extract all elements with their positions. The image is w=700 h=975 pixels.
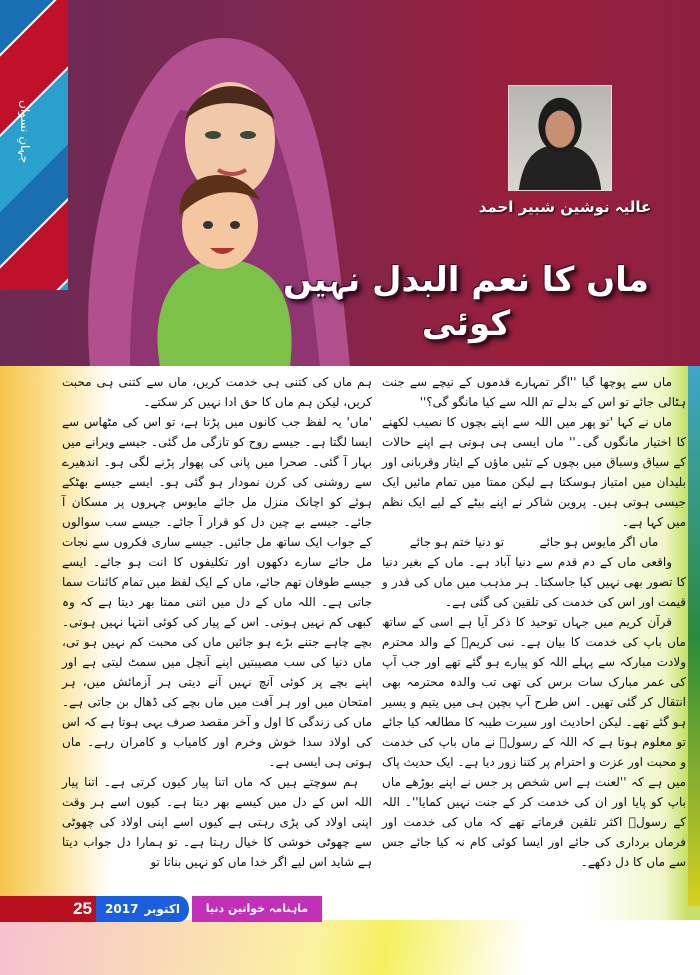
text-line: ماں بچے کی ڈھال بن جاتی ہے۔ ماں کی زندگی کا اول و آخر مقصد صرف xyxy=(62,695,372,729)
text-line: ہم ماں کی کتنی ہی خدمت کریں، ماں سے کتنی ہی محبت کریں، لیکن xyxy=(62,375,372,409)
paragraph xyxy=(62,412,372,772)
text-line: ہے۔ تو ہمارا دل جواب دیتا ہے شاید اس لیے اگر خدا ماں کو نہیں بناتا تو xyxy=(62,835,372,869)
text-line: لگتا ہے۔ جیسے روح کو تازگی مل گئی۔ جیسے ویرانے میں بہار آ گئی۔ صحرا xyxy=(62,435,372,469)
text-line: جائے تو اس کے بدلے تم اللہ سے کیا مانگو گی؟'' xyxy=(419,395,655,409)
paragraph xyxy=(382,372,686,412)
text-line: کی خدمت کا بیان ہے۔ نبی کریمؐ کے والد محترم ولادت مبارکہ سے پہلے xyxy=(382,635,686,669)
text-line: جواب ایک ساتھ مل جائیں۔ جیسے ساری فکروں سے نجات مل جائے xyxy=(62,535,372,569)
article-title: ماں کا نعم البدل نہیں کوئی xyxy=(283,260,649,344)
issue-year: 2017 xyxy=(105,902,139,916)
text-line: ماں نے کہا 'تو پھر میں اللہ سے اپنے بچوں کا نصیب لکھنے کا اختیار xyxy=(382,415,686,449)
text-line: ماں سے پوچھا گیا ''اگر تمہارے قدموں کے نیچے سے جنت ہٹالی xyxy=(382,375,686,409)
text-line: کمایا''۔ اللہ کے رسولؐ اکثر تلقین فرماتے تھے کہ ماں کی خدمت اور فرماں xyxy=(382,795,686,849)
text-line: ہوتا ہے کہ اللہ کے رسولؐ نے ماں باپ کی خدمت و محبت اور عزت و احترام xyxy=(382,735,686,769)
text-line: برداری کی جائے اور ایسا کوئی کام نہ کیا جائے جس سے ماں کا دل دکھے۔ xyxy=(382,835,686,869)
text-line: جس نے اپنے بوڑھے ماں باپ کو پایا اور ان کی خدمت کر کے جنت نہیں xyxy=(382,775,686,809)
article-column-left xyxy=(62,372,372,872)
text-line: رہے۔ ماں ہوتی ہی ایسی ہے۔ xyxy=(62,735,372,769)
poem-verse xyxy=(382,532,686,552)
paragraph xyxy=(382,412,686,532)
text-line: ہم ماں کا حق ادا نہیں کر سکتے۔ xyxy=(143,395,313,409)
author-photo xyxy=(508,85,612,191)
text-line: تی، ماں دنیا کی سب مصیبتیں اپنے آنچل میں سمٹ لیتی ہے اور اپنے بچے xyxy=(62,635,372,689)
section-label: جہانِ نسواں xyxy=(18,100,32,164)
verse-line: تو دنیا ختم ہو جائے xyxy=(409,535,505,549)
child-eye xyxy=(203,221,213,229)
paragraph xyxy=(62,372,372,412)
text-line: کی تلقین کی گئی ہے۔ xyxy=(445,595,559,609)
bottom-background xyxy=(0,920,700,975)
text-line: ہم سوچتے ہیں کہ ماں اتنا پیار کیوں کرتی ہے۔ اتنا پیار اللہ اس xyxy=(62,775,373,809)
text-line: جائے، ماں کے ایک لفظ میں تمام کائنات سما جاتی ہے۔ اللہ ماں کے دل xyxy=(62,575,372,609)
text-line: مسکان آ جائے۔ جیسے بے چین دل کو قرار آ جائے۔ جیسے سب سوالوں کے xyxy=(62,495,372,549)
verse-line: ماں اگر مایوس ہو جائے xyxy=(539,535,659,549)
text-line: ہو۔ ایسے جیسے بھٹکے ہوئے کو اچانک منزل مل جائے مایوس چہروں پر xyxy=(62,475,372,509)
text-line: یہی ہوتا ہے کہ اس کی اولاد سدا خوش وخرم اور کامیاب و کامران xyxy=(62,715,372,749)
text-line: میں اتنی ممتا بھر دیتا ہے کہ وہ کبھی کم نہیں ہوتی۔ اس کے پیار کی کوئی انتہا xyxy=(62,595,373,629)
text-line: واقعی ماں کے دم قدم سے دنیا آباد ہے۔ ماں کے بغیر دنیا کا تصور xyxy=(382,555,686,589)
text-line: مانگوں گی۔'' ماں ایسی ہی ہوتی ہے اپنے حالات کے سیاق وسباق میں xyxy=(382,435,686,469)
article-column-right xyxy=(382,372,686,872)
text-line: نہیں ہوتی۔ بچے چاہے جتنے بڑے ہو جائیں ماں کی محبت کم نہیں ہو xyxy=(62,615,372,649)
text-line: میں پانی کی پھوار پڑنے لگی ہو۔ اندھیرے سے روشنی کی کرن نمودار ہو گئی xyxy=(62,455,372,489)
text-line: و یسیر ہو گئے تھے۔ لیکن احادیث اور سیرت طیبہ کا مطالعہ کیا جائے تو معلوم xyxy=(382,695,687,749)
paragraph xyxy=(62,772,372,872)
page-footer xyxy=(0,896,322,922)
text-line: رہتی ہے کیوں اسے اپنی اولاد کی چھوٹی سے چھوٹی خوشی کا خیال رہتا xyxy=(62,815,372,849)
mother-eye xyxy=(205,131,221,139)
magazine-name: ماہنامہ خواتین دنیا xyxy=(192,896,322,922)
text-line: سارے دکھوں اور تکلیفوں کا انت ہو جائے۔ ایسے جیسے طوفان تھم xyxy=(62,555,372,589)
paragraph xyxy=(382,552,686,612)
text-line: ممتا میں تمام مائیں ایک جیسی ہوتی ہیں۔ پروین شاکر نے اپنے بیٹے کے xyxy=(382,475,686,509)
decorative-edge xyxy=(688,366,700,906)
text-line: تب والدہ محترمہ بھی انتقال کر گئی تھیں۔ اس طرح آپ بچپن ہی میں یتیم xyxy=(382,675,686,709)
issue-date xyxy=(96,896,192,922)
section-strip xyxy=(0,0,68,290)
text-line: کے دل میں کیسے بھر دیتا ہے۔ کیوں اسے ہر وقت اپنی اولاد کی پڑی xyxy=(62,795,372,829)
text-line: 'ماں' یہ لفظ جب کانوں میں پڑتا ہے، تو اس کی مٹھاس سے ایسا xyxy=(62,415,372,449)
paragraph xyxy=(382,612,686,872)
page-number: 25 xyxy=(0,896,96,922)
text-line: لیے ایک نظم میں کہا ہے۔ xyxy=(382,495,686,529)
child-eye xyxy=(230,221,240,229)
text-line: پر کتنا زور دیا ہے۔ ایک حدیث پاک میں ہے کہ ''لعنت ہے اس شخص پر xyxy=(382,755,686,789)
text-line: بچوں کے تئیں ماؤں کے ایثار وقربانی اور بلیدان میں امتیاز ہوسکتا ہے لیکن xyxy=(382,455,686,489)
mother-eye xyxy=(240,131,256,139)
text-line: بھی نہیں کیا جاسکتا۔ ہر مذہب میں ماں کی قدر و قیمت اور اس کی خدمت xyxy=(382,575,686,609)
author-name: عالیہ نوشین شبیر احمد xyxy=(478,198,652,216)
text-line: اللہ کو پیارے ہو گئے تھے اور جب آپ کی عمر مبارک سات برس کی تھی xyxy=(382,655,686,689)
text-line: پر کوئی آنچ نہیں آنے دیتی ہر آزمائش میں، ہر امتحان میں اور ہر آفت میں xyxy=(62,675,372,709)
issue-month: اکتوبر xyxy=(144,902,180,916)
text-line: قرآن کریم میں جہاں توحید کا ذکر آیا ہے اسی کے ساتھ ماں باپ xyxy=(382,615,686,649)
